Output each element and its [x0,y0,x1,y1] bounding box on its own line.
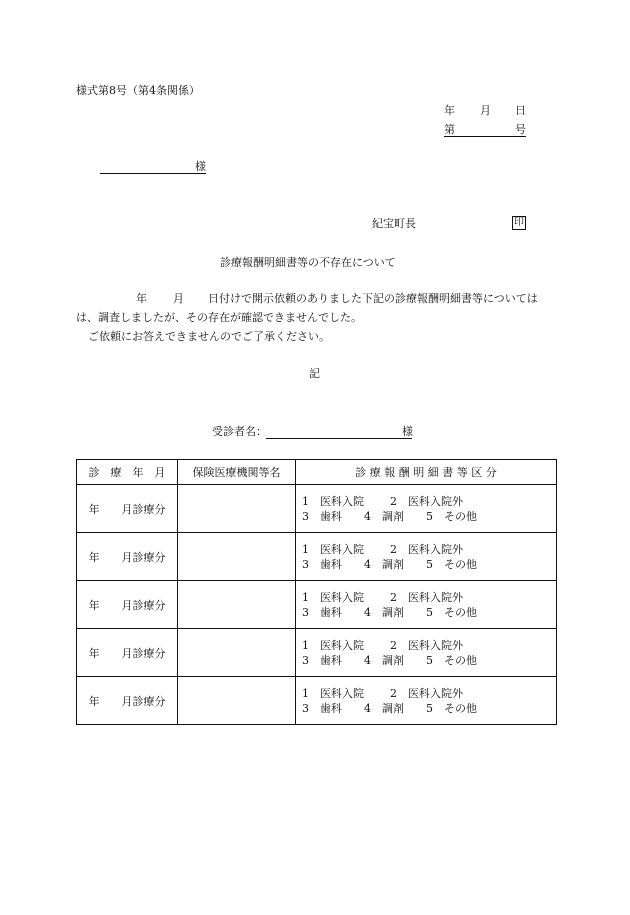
date-month-label: 月 [480,104,491,117]
body-line1: 日付けで開示依頼のありました下記の診療報酬明細書等については [208,292,538,305]
date-year-label: 年 [444,104,455,117]
patient-underline [266,438,412,439]
category-cell: 1 医科入院 2 医科入院外 3 歯科 4 調剤 5 その他 [296,629,557,677]
category-cell: 1 医科入院 2 医科入院外 3 歯科 4 調剤 5 その他 [296,581,557,629]
body-line3: ご依頼にお答えできませんのでご了承ください。 [88,330,330,343]
period-cell: 年 月診療分 [77,533,178,581]
body-year-label: 年 [136,292,147,305]
table-row [77,533,557,581]
period-cell: 年 月診療分 [77,485,178,533]
ki-heading: 記 [309,367,320,380]
patient-suffix: 様 [402,425,413,438]
table-row [77,629,557,677]
table-header-row [77,460,557,485]
institution-cell [178,485,296,533]
header-period: 診 療 年 月 [77,460,178,485]
form-number: 様式第8号（第4条関係） [76,84,200,97]
doc-number-suffix: 号 [515,123,526,136]
body-line2: は、調査しましたが、その存在が確認できませんでした。 [76,311,362,324]
subject-title: 診療報酬明細書等の不存在について [220,256,396,269]
header-category: 診 療 報 酬 明 細 書 等 区 分 [296,460,557,485]
detail-table [76,459,557,725]
institution-cell [178,581,296,629]
header-institution: 保険医療機関等名 [178,460,296,485]
seal-mark: 印 [514,217,524,228]
institution-cell [178,677,296,725]
date-day-label: 日 [515,104,526,117]
institution-cell [178,533,296,581]
period-cell: 年 月診療分 [77,629,178,677]
addressee-suffix: 様 [195,160,206,173]
sender-title: 紀宝町長 [372,217,416,230]
body-month-label: 月 [173,292,184,305]
table-row [77,677,557,725]
period-cell: 年 月診療分 [77,581,178,629]
patient-label: 受診者名： [212,425,267,438]
category-cell: 1 医科入院 2 医科入院外 3 歯科 4 調剤 5 その他 [296,485,557,533]
category-cell: 1 医科入院 2 医科入院外 3 歯科 4 調剤 5 その他 [296,533,557,581]
institution-cell [178,629,296,677]
doc-number-prefix: 第 [444,123,455,136]
period-cell: 年 月診療分 [77,677,178,725]
addressee-underline [100,173,206,174]
category-cell: 1 医科入院 2 医科入院外 3 歯科 4 調剤 5 その他 [296,677,557,725]
table-row [77,581,557,629]
doc-number-underline [444,136,526,137]
table-row [77,485,557,533]
